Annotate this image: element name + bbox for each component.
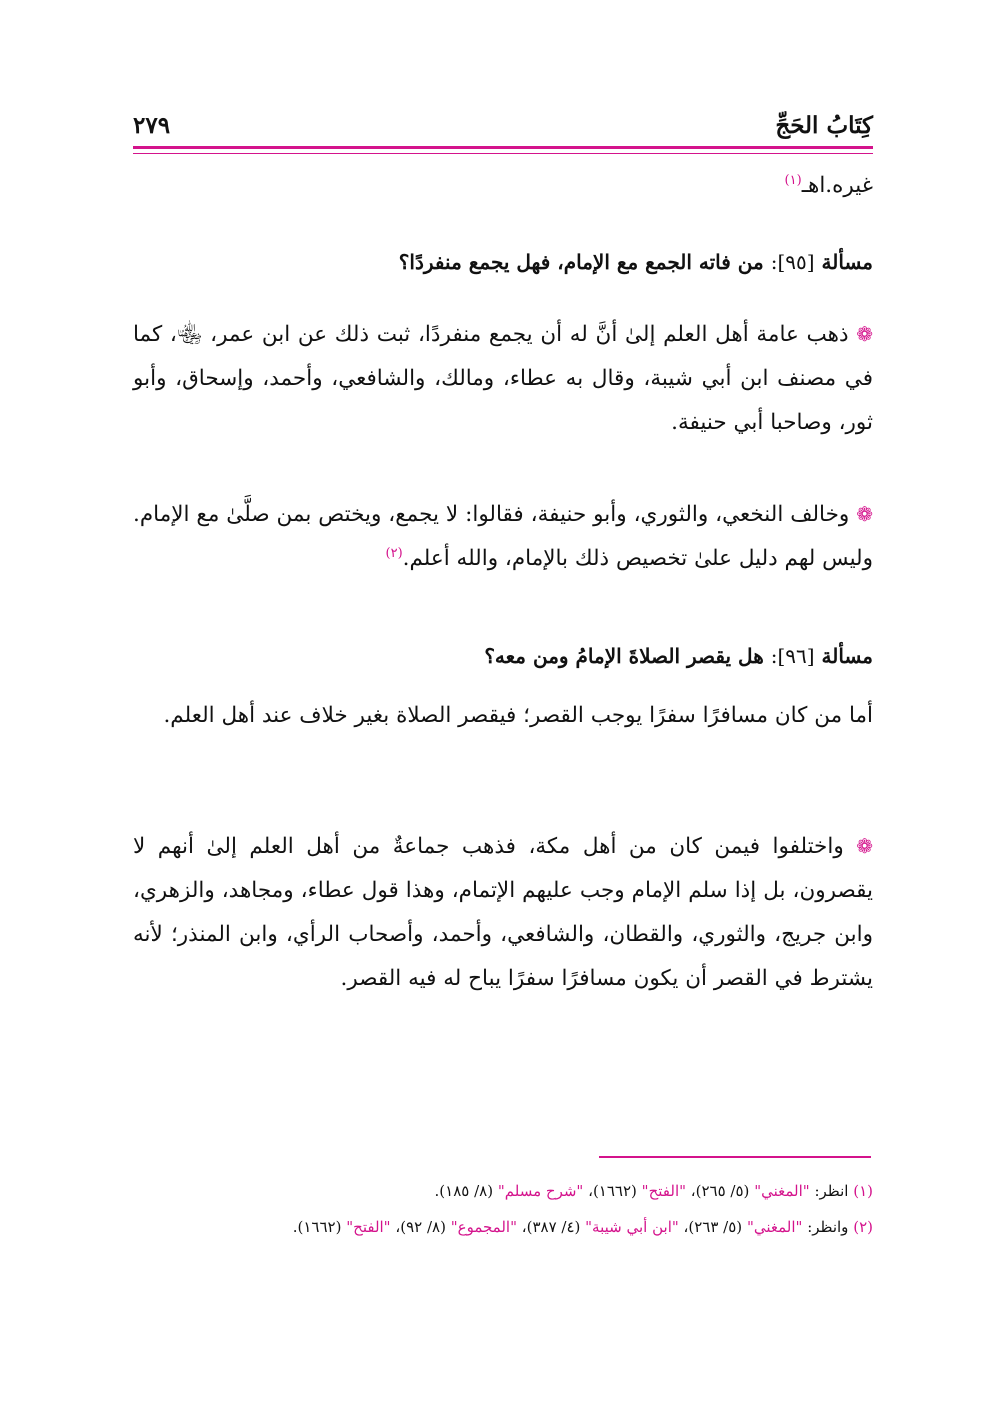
book-title: كِتَابُ الحَجِّ: [775, 112, 873, 139]
reference-location: (٤/ ٣٨٧): [526, 1218, 581, 1236]
reference-location: (٨/ ١٨٥): [439, 1182, 494, 1200]
reference-title: "ابن أبي شيبة": [585, 1218, 679, 1236]
footnote-2: (٢) وانظر: "المغني" (٥/ ٢٦٣)، "ابن أبي شيبة" (٤/ ٣٨٧)، "المجموع" (٨/ ٩٢)، "الفتح" (١٦٦٢).: [292, 1218, 873, 1236]
header-rule-thin: [133, 153, 873, 154]
question-number: [٩٦]:: [770, 644, 815, 668]
paragraph-1: [133, 312, 873, 445]
footnote-end: .: [434, 1182, 440, 1200]
footnote-rule: [599, 1156, 871, 1158]
reference-title: "الفتح": [641, 1182, 687, 1200]
intro-text: غيره.اهـ: [801, 173, 873, 198]
question-heading-96: [133, 640, 873, 672]
page-number: ٢٧٩: [133, 112, 171, 139]
footnote-lead: انظر:: [814, 1182, 849, 1200]
footnote-lead: وانظر:: [807, 1218, 849, 1236]
question-label: مسألة: [821, 250, 873, 274]
paragraph-4: [133, 824, 873, 1001]
reference-title: "المغني": [754, 1182, 810, 1200]
question-heading-95: [133, 246, 873, 278]
intro-line: [133, 164, 873, 208]
question-number: [٩٥]:: [770, 250, 815, 274]
footnote-ref-2[interactable]: (٢): [385, 545, 403, 561]
paragraph-3-text: أما من كان مسافرًا سفرًا يوجب القصر؛ فيقصر الصلاة بغير خلاف عند أهل العلم.: [163, 703, 873, 728]
footnote-number: (٢): [853, 1218, 873, 1236]
footnote-ref-1[interactable]: (١): [784, 172, 802, 188]
paragraph-2-text: وخالف النخعي، والثوري، وأبو حنيفة، فقالوا: لا يجمع، ويختص بمن صلَّىٰ مع الإمام. وليس لهم دليل علىٰ تخصيص ذلك بالإمام، والله أعلم.: [133, 502, 873, 571]
reference-title: "الفتح": [346, 1218, 391, 1236]
question-label: مسألة: [821, 644, 873, 668]
reference-location: (١٦٦٢): [592, 1182, 637, 1200]
paragraph-2: [133, 492, 873, 581]
question-title: هل يقصر الصلاةَ الإمامُ ومن معه؟: [484, 644, 764, 668]
reference-location: (٨/ ٩٢): [400, 1218, 446, 1236]
paragraph-4-text: واختلفوا فيمن كان من أهل مكة، فذهب جماعةٌ من أهل العلم إلىٰ أنهم لا يقصرون، بل إذا سلم الإمام وجب عليهم الإتمام، وهذا قول عطاء، ومجاهد، والزهري، وابن جريج، والثوري، والقطان، والشافعي، وأحمد، وأصحاب الرأي، وابن المنذر؛ لأنه يشترط في القصر أن يكون مسافرًا سفرًا يباح له فيه القصر.: [133, 834, 873, 991]
flower-bullet-icon: ❁: [856, 834, 874, 858]
footnote-end: .: [292, 1218, 298, 1236]
running-header: [133, 104, 873, 144]
question-title: من فاته الجمع مع الإمام، فهل يجمع منفردًا؟: [398, 250, 764, 274]
paragraph-3: [133, 694, 873, 738]
reference-title: "المغني": [746, 1218, 803, 1236]
flower-bullet-icon: ❁: [856, 322, 873, 346]
flower-bullet-icon: ❁: [856, 502, 873, 526]
footnotes: [133, 1176, 873, 1242]
footnote-number: (١): [853, 1182, 873, 1200]
reference-location: (٥/ ٢٦٣): [688, 1218, 743, 1236]
paragraph-1-text: ذهب عامة أهل العلم إلىٰ أنَّ له أن يجمع منفردًا، ثبت ذلك عن ابن عمر، ﵄، كما في مصنف ابن أبي شيبة، وقال به عطاء، ومالك، والشافعي، وأحمد، وإسحاق، وأبو ثور، وصاحبا أبي حنيفة.: [133, 322, 873, 435]
reference-title: "شرح مسلم": [497, 1182, 584, 1200]
reference-title: "المجموع": [450, 1218, 517, 1236]
reference-location: (١٦٦٢): [297, 1218, 342, 1236]
reference-location: (٥/ ٢٦٥): [695, 1182, 750, 1200]
footnote-1: (١) انظر: "المغني" (٥/ ٢٦٥)، "الفتح" (١٦٦٢)، "شرح مسلم" (٨/ ١٨٥).: [434, 1182, 873, 1200]
header-rule-thick: [133, 146, 873, 149]
